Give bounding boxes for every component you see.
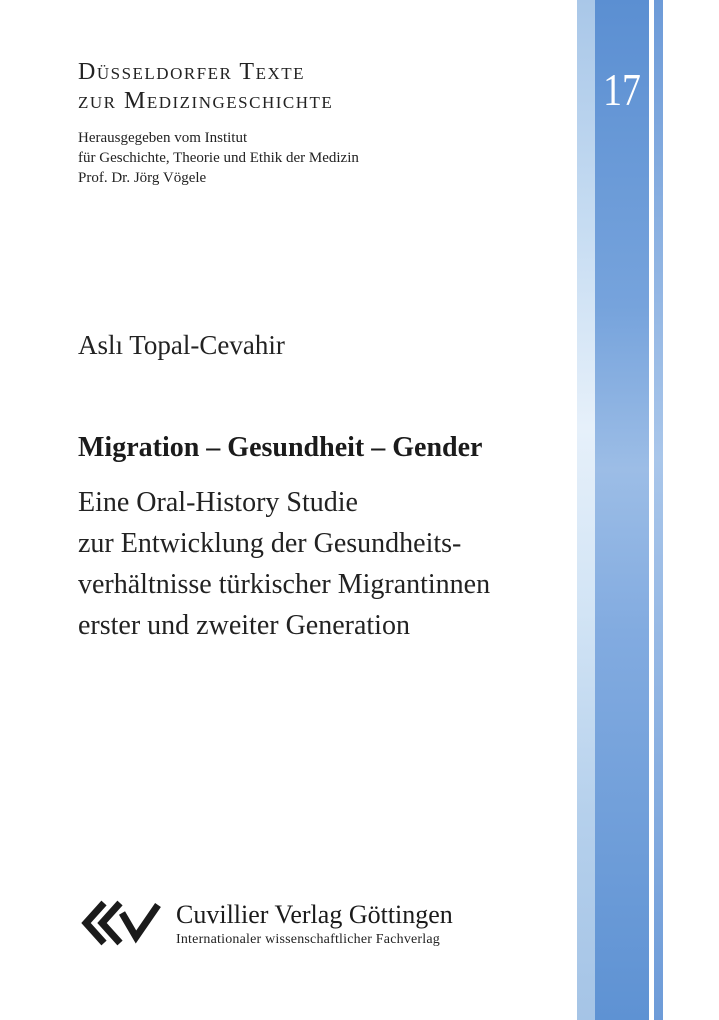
series-title-line-2: zur Medizingeschichte (78, 88, 334, 114)
editor-line-2: für Geschichte, Theorie und Ethik der Medizin (78, 150, 359, 166)
spine-band-dark (595, 0, 649, 1020)
publisher-name: Cuvillier Verlag Göttingen (176, 900, 453, 929)
editor-line-1: Herausgegeben vom Institut (78, 130, 248, 146)
subtitle-line-2: zur Entwicklung der Gesundheits- (78, 528, 462, 559)
spine-band-thin (654, 0, 663, 1020)
spine-band-light (577, 0, 595, 1020)
book-subtitle (78, 482, 490, 646)
author-name: Aslı Topal-Cevahir (78, 330, 285, 360)
subtitle-line-4: erster und zweiter Generation (78, 610, 410, 641)
series-title (78, 58, 333, 116)
book-title: Migration – Gesundheit – Gender (78, 432, 483, 463)
subtitle-line-3: verhältnisse türkischer Migrantinnen (78, 569, 491, 600)
volume-number: 17 (603, 64, 641, 115)
series-editor-block (78, 128, 359, 188)
publisher-logo-icon (78, 896, 164, 950)
publisher-block (176, 900, 453, 950)
subtitle-line-1: Eine Oral-History Studie (78, 487, 358, 518)
series-title-line-1: Düsseldorfer Texte (78, 59, 306, 85)
editor-name: Prof. Dr. Jörg Vögele (78, 170, 207, 186)
publisher-tagline: Internationaler wissenschaftlicher Fachverlag (176, 932, 441, 947)
